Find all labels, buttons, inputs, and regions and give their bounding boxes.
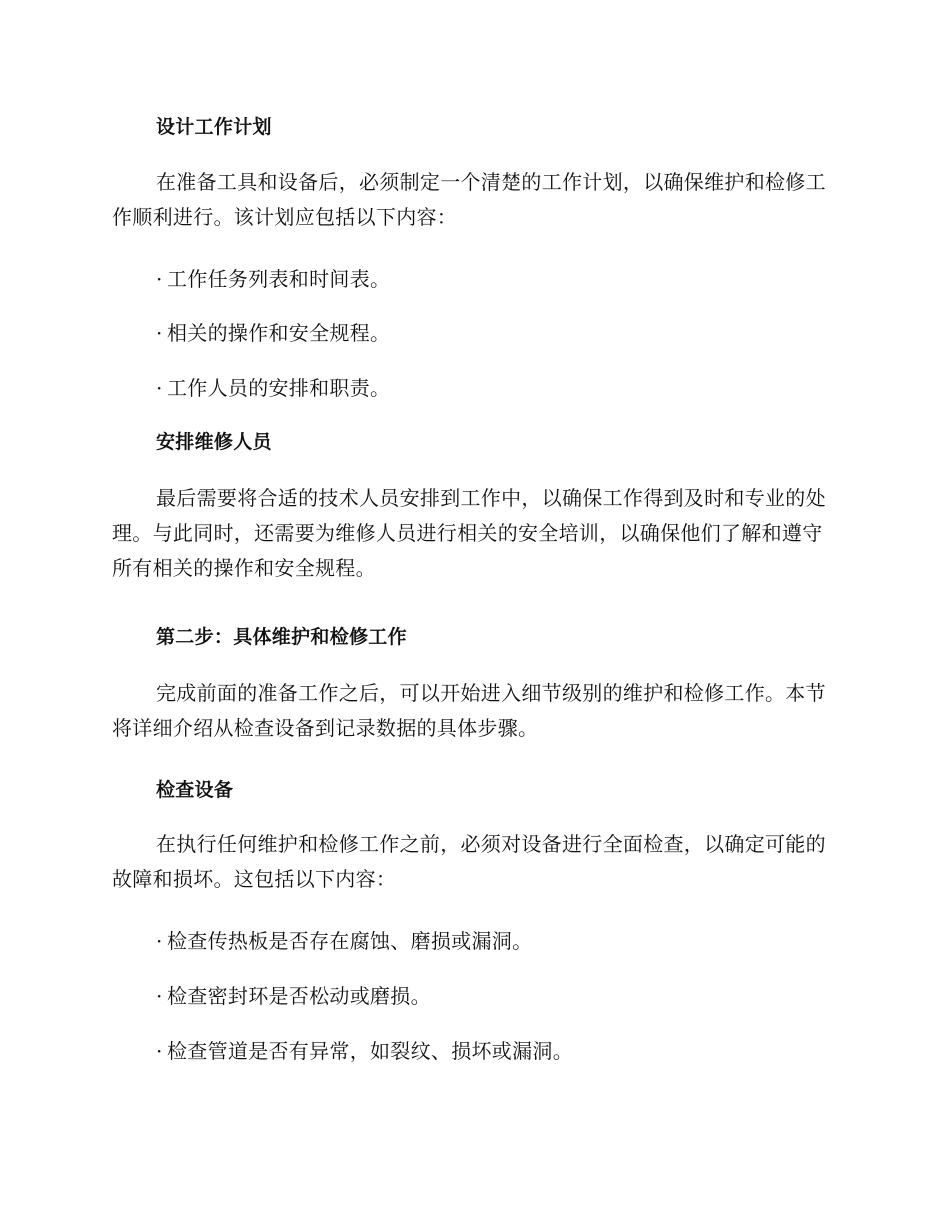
bullet-text: 检查管道是否有异常，如裂纹、损坏或漏洞。 bbox=[167, 1039, 573, 1063]
bullet-marker: · bbox=[156, 929, 163, 953]
paragraph-staffing: 最后需要将合适的技术人员安排到工作中，以确保工作得到及时和专业的处理。与此同时，还需要为维修人员进行相关的安全培训，以确保他们了解和遵守所有相关的操作和安全规程。 bbox=[112, 486, 826, 580]
bullet-text: 相关的操作和安全规程。 bbox=[167, 321, 391, 345]
bullet-item-task-list bbox=[112, 262, 842, 297]
section-heading-step-two: 第二步：具体维护和检修工作 bbox=[156, 626, 407, 648]
paragraph-step-two: 完成前面的准备工作之后，可以开始进入细节级别的维护和检修工作。本节将详细介绍从检查设备到记录数据的具体步骤。 bbox=[112, 681, 826, 740]
bullet-marker: · bbox=[156, 984, 163, 1008]
bullet-text: 工作人员的安排和职责。 bbox=[167, 376, 391, 400]
bullet-item-heat-plates bbox=[112, 924, 842, 959]
bullet-marker: · bbox=[156, 321, 163, 345]
bullet-item-pipes bbox=[112, 1034, 842, 1069]
paragraph-inspect-equipment: 在执行任何维护和检修工作之前，必须对设备进行全面检查，以确定可能的故障和损坏。这包括以下内容： bbox=[112, 832, 826, 891]
bullet-item-seal-rings bbox=[112, 979, 842, 1014]
bullet-text: 检查密封环是否松动或磨损。 bbox=[167, 984, 431, 1008]
paragraph-work-plan: 在准备工具和设备后，必须制定一个清楚的工作计划，以确保维护和检修工作顺利进行。该计划应包括以下内容： bbox=[112, 170, 826, 229]
bullet-text: 工作任务列表和时间表。 bbox=[167, 267, 391, 291]
section-heading-work-plan: 设计工作计划 bbox=[156, 116, 272, 138]
bullet-marker: · bbox=[156, 376, 163, 400]
bullet-item-safety-rules bbox=[112, 316, 842, 351]
bullet-item-staff-duties bbox=[112, 371, 842, 406]
bullet-text: 检查传热板是否存在腐蚀、磨损或漏洞。 bbox=[167, 929, 533, 953]
section-heading-inspect-equipment: 检查设备 bbox=[156, 779, 234, 801]
section-heading-staffing: 安排维修人员 bbox=[156, 431, 272, 453]
bullet-marker: · bbox=[156, 1039, 163, 1063]
bullet-marker: · bbox=[156, 267, 163, 291]
